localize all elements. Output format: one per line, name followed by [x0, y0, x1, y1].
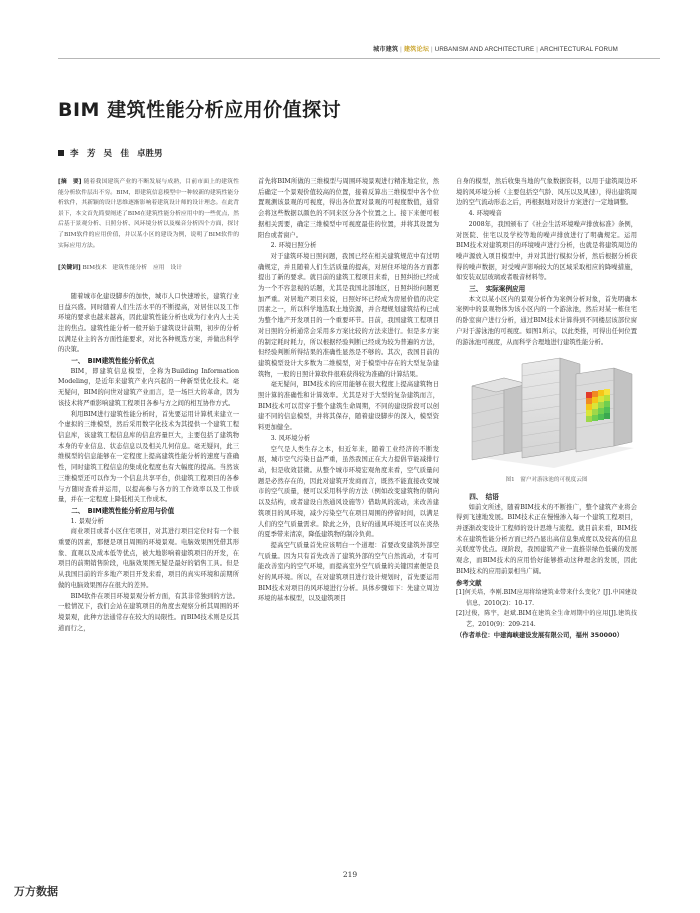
column-1-body	[58, 292, 239, 635]
journal-english: URBANISM AND ARCHITECTURE	[434, 46, 535, 53]
journal-name: 城市建筑	[373, 46, 399, 53]
keywords	[58, 263, 239, 274]
reference-number: [2]	[456, 610, 465, 618]
body-paragraph: 2. 环境日照分析	[270, 242, 317, 250]
keywords-label: [关键词]	[58, 265, 81, 272]
section-heading: 一、 BIM建筑性能分析优点	[71, 357, 155, 366]
body-paragraph: BIM，即建筑信息模型，全称为Building Information Modeling，是近年来建筑产业内兴起的一种新型优化技术。毫无疑问，BIM的问世对建筑产业而言，是一场巨大的革命，因为该技术将严重影响建筑工程项目各参与方之间的相互协作方式。	[58, 367, 239, 407]
body-paragraph: BIM软件在项目环境景观分析方面，有其非常独到的方法。一般情况下，我们会站在建筑项目的角度去观察分析其周围的环境景观，此种方法通常存在较大的局限性。而BIM技术则是反其道而行之，	[58, 592, 239, 632]
body-paragraph: 提高空气质量首先应该明白一个道理：首要改变建筑外部空气质量。因为只有首先改善了建筑外部的空气自然流动，才有可能改善室内的空气环境，而提高室外空气质量的关键因素便是良好的风环境。所以，在对建筑项目进行设计规划时，首先要运用BIM技术对项目的风环境进行分析。具体步骤如下：先建立周边环境的基本模型，以及建筑项目	[258, 541, 439, 603]
body-paragraph: 本文以某小区内的景观分析作为案例分析对象，首先明确本案例中的景观物体为该小区内的一个游泳池，然后对某一栋住宅的卧室窗户进行分析，通过BIM技术计算得到不同楼层该部位窗户对于游泳池的可视度。如图1所示，以此类推，可得出任何位置的游泳池可视度，从而科学合理地进行建筑性能分析。	[456, 295, 637, 346]
square-bullet-icon	[58, 150, 64, 156]
section-heading: 三、 实际案例应用	[469, 285, 526, 294]
column-3-body	[456, 177, 637, 348]
body-paragraph: 3. 风环境分析	[270, 434, 311, 442]
author-name: 吴 佳	[103, 149, 130, 159]
building-visibility-diagram	[464, 356, 636, 471]
body-paragraph: 毫无疑问，BIM技术的应用能够在很大程度上提高建筑物日照计算的准确性和计算效率。尤其是对于大型的复杂建筑而言，BIM技术可以贯穿于整个建筑生命周期，不同的建设阶段可以创建不同的信息模型，并将其保存，随着建设脚步的深入，模型资料更加健全。	[258, 381, 439, 432]
reference-item	[456, 588, 637, 609]
abstract-label: [摘 要]	[58, 179, 82, 185]
author-name: 李 芳	[70, 149, 96, 159]
column-2-body	[258, 177, 439, 605]
article-title: BIM 建筑性能分析应用价值探讨	[58, 99, 342, 121]
section-english: ARCHITECTURAL FORUM	[539, 46, 618, 53]
body-paragraph: 自身的模型，然后收集当地的气象数据资料，以用于建筑周边环境的风环境分析（主要包括空气龄、风压以及风速），得出建筑周边的空气流动形态之后，再根据地对设计方案进行一定地调整。	[456, 178, 637, 207]
keywords-text: BIM技术 建筑性能分析 应用 设计	[82, 265, 182, 272]
body-paragraph: 随着城市化建设脚步的加快，城市人口快速增长，建筑行业日益兴盛。同时随着人们生活水平的不断提高，对居住以及工作环境的要求也越来越高，因此建筑性能分析也成为行业内人士关注的焦点。建筑性能分析一般开始于建筑设计前期，初步的分析以满足业主的各方面性能要求，对比各种规选方案，并做出科学的决策。	[58, 292, 239, 354]
abstract-text: 随着我国建筑产业的不断发展与成熟，目前市面上的建筑性能分析软件层出不穷。BIM，即建筑信息模型中一种较新的建筑性能分析软件，其新颖的设计思维逐渐影响着建筑设计师的设计理念。在此背景下，本文首先简要阐述了BIM在建筑性能分析应用中的一些优点，然后基于景观分析、日照分析、风环境分析以及噪音分析四个方面，探讨了BIM软件的应用价值，并以某小区的建设为例，说明了BIM软件的实际应用方法。	[58, 179, 239, 249]
abstract	[58, 177, 239, 251]
reference-number: [1]	[456, 589, 465, 597]
reference-item	[456, 609, 637, 630]
body-paragraph: 4. 环境噪音	[468, 210, 502, 218]
body-paragraph: 2008年，我国颁布了《社会生活环境噪声排放标准》条例，对医院、住宅以及学校等地的噪声排放进行了明确规定。运用BIM技术对建筑项目的环境噪声进行分析，也就是将建筑周边的噪声源放入项目模型中，并对其进行模拟分析，然后根据分析获得的噪声数据，对受噪声影响较大的区域采取相应的降噪措施，如安装双层玻璃或者吸音材料等。	[456, 220, 637, 282]
body-paragraph: 空气是人类生存之本，但近年来，随着工业经济的不断发展，城市空气污染日益严重，虽然我国正在大力提倡节能减排行动，但是收效甚微。从整个城市环境宏观角度来看，空气质量问题是必然存在的，因此对建筑开发商而言，既然不能直接改变城市的空气质量，便可以采用科学的方法（例如改变建筑物的朝向以及结构，或者建设自然通风设施等）借助风的流动，来改善建筑项目的风环境，减少污染空气在项目周围的停留时间，以满足人们的空气质量需求。除此之外，良好的通风环境还可以在炎热的夏季带来清凉，降低建筑物的制冷负荷。	[258, 445, 439, 539]
column-3	[456, 177, 637, 642]
column-2	[258, 177, 439, 605]
body-paragraph: 首先将BIM所做的三维模型与周围环境景观进行精准地定位，然后确定一个景观价值较高的位置，接着反算出三维模型中各个位置观测该景观的可视度，得出各位置对景观的可视度数值，通常会将这些数据以颜色的不同来区分各个位置之上。接下来便可根据相关需要，确定三维模型中可视度最佳的位置，并将其设置为阳台或者窗户。	[258, 178, 439, 239]
author-affiliation: （作者单位：中建海峡建设发展有限公司，福州 350000）	[456, 632, 624, 640]
visibility-cloud-figure	[464, 356, 636, 471]
body-paragraph: 商业项目或者小区住宅项目，对其进行项目定位时有一个很重要的因素，那便是项目周围的环境景观。电脑效果图凭借其形象、直观以及成本低等优点，被大地影响着建筑项目的开发，在项目的前期销售阶段，电脑效果图无疑是最好的销售工具。但是从我国目前的许多地产项目开发来看，项目的真实环境和前期所做的电脑效果图存在很大的差异。	[58, 528, 239, 589]
reference-text: 何关培，李刚.BIM应用将给建筑业带来什么变化？[J].中国建设信息，2010(2)：10-17.	[464, 589, 637, 607]
header-divider	[58, 58, 660, 59]
page-number: 219	[342, 870, 358, 879]
references-title: 参考文献	[456, 578, 482, 587]
wanfang-watermark: 万方数据	[14, 885, 58, 898]
running-header: 城市建筑 | 建筑论坛 | URBANISM AND ARCHITECTURE | ARCHITECTURAL FORUM	[373, 46, 618, 53]
author-name: 卓胜男	[137, 149, 163, 159]
column-1	[58, 177, 239, 634]
reference-text: 过俊，陈宇，赵斌.BIM在建筑全生命周期中的应用[J].建筑技艺，2010(9)：209-214.	[464, 610, 637, 628]
figure-caption: 图1 窗户对游泳池的可视度云图	[505, 477, 588, 484]
body-paragraph: 如前文所述，随着BIM技术的不断推广，整个建筑产业将会得到飞速地发展。BIM技术正在慢慢渗入每一个建筑工程项目，并逐渐改变设计工程师的设计思维与流程。就目前来看，BIM技术在建筑性能分析方面已经凸显出高信息集成度以及较高的信息关联度等优点。现阶段，我国建筑产业一直推崇绿色低碳的发展观念，而BIM技术的应用恰好能够推动这种理念的发展，因此BIM技术的应用前景相当广阔。	[456, 503, 637, 575]
column-3-conclusion	[456, 492, 637, 578]
body-paragraph: 利用BIM进行建筑性能分析时，首先要运用计算机来建立一个虚拟的三维模型，然后采用数字化技术为其提供一个建筑工程信息库，该建筑工程信息库的信息容量巨大，主要包括了建筑物本身的专业信息、状态信息以及相关几何信息。毫无疑问，此三维模型的信息能够在一定程度上提高建筑性能分析的速度与准确性，同时建筑工程信息的集成化程度也有大幅度的提高。当然该三维模型还可以作为一个信息共享平台，供建筑工程项目的各参与方随时查看并运用，以提高参与各方的工作效率以及工作质量，并在一定程度上降低相关工作成本。	[58, 410, 239, 504]
section-heading: 二、 BIM建筑性能分析应用与价值	[71, 506, 175, 515]
body-paragraph: 对于建筑环境日照问题，我国已经在相关建筑规范中有过明确规定，并且随着人们生活质量的提高，对居住环境的各方面都提出了新的要求。就目前的建筑工程项目来看，日照纠纷已经成为一个不容忽视的话题，尤其是我国北部地区，日照纠纷问题更加严重。对居地产项目来说，日照好坏已经成为房屋价值的决定因素之一，所以科学地选取土地资源，并合理规划建筑结构已成为整个地产开发项目的一个重要环节。目前，我国建筑工程项目对日照的分析通常会采用多方案比较的方法来进行。但是多方案的制定耗时耗力，所以根据经验判断已经成为较为普遍的方法，但经验判断所得结果的准确性显然是不够的。其次，我国目前的建筑模型设计大多数为二维模型，对于模型中存在的大型复杂建筑物，一般的日照计算软件很难获得较为准确的计算结果。	[258, 252, 439, 378]
section-heading: 四、 结语	[469, 492, 499, 501]
author-line	[58, 147, 171, 159]
body-paragraph: 1. 景观分析	[70, 517, 104, 525]
section-name: 建筑论坛	[403, 46, 430, 53]
